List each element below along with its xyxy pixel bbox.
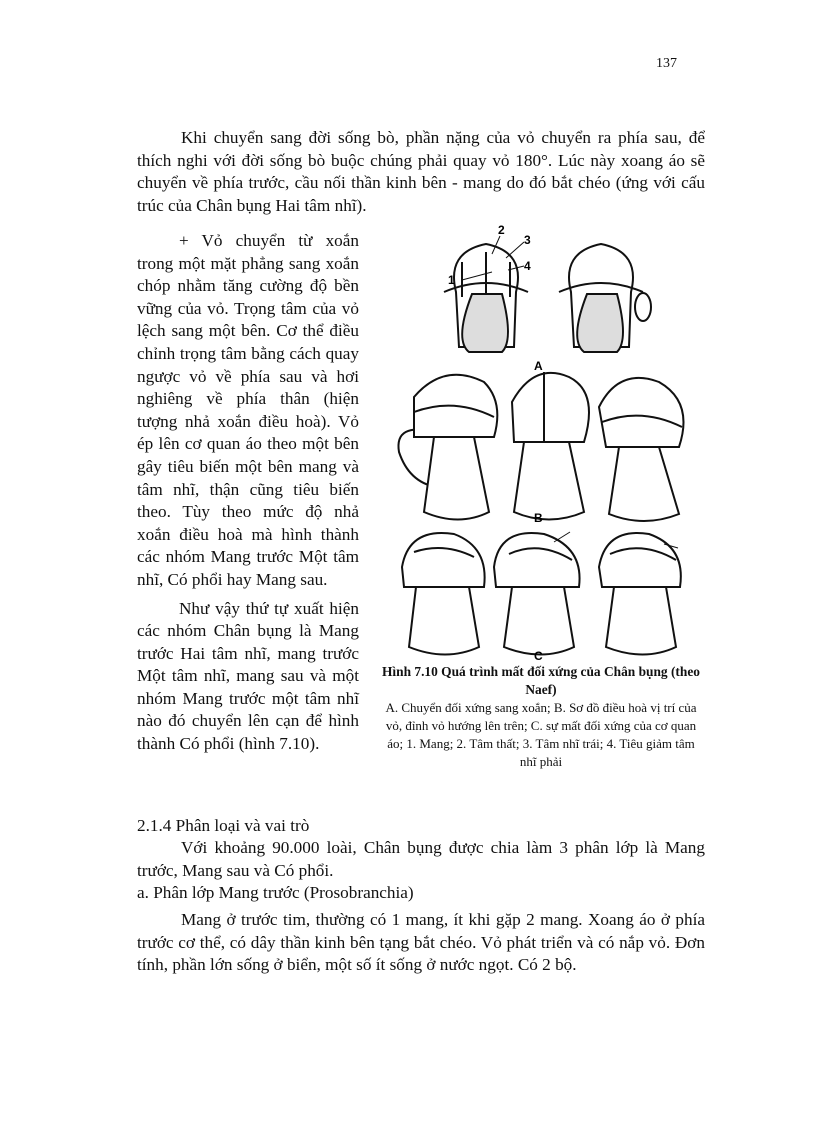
subclass-paragraph: Mang ở trước tim, thường có 1 mang, ít khi gặp 2 mang. Xoang áo ở phía trước cơ thể, có dây thần kinh bên tạng bắt chéo. Vỏ phát triển và có nắp vỏ. Đơn tính, phần lớn sống ở biển, một số ít sống ở nước ngọt. Có 2 bộ.	[137, 910, 705, 975]
row-label-a: A	[534, 359, 543, 373]
figure-illustration	[374, 222, 710, 662]
figure-gastropod-torsion	[374, 222, 710, 662]
snail-b3	[599, 378, 684, 521]
part-label-3: 3	[524, 233, 531, 247]
section-heading: 2.1.4 Phân loại và vai trò	[137, 816, 310, 835]
snail-c2	[494, 533, 580, 655]
row-label-c: C	[534, 649, 543, 662]
snail-b2	[512, 372, 589, 520]
row-label-b: B	[534, 511, 543, 525]
intro-paragraph: Khi chuyển sang đời sống bò, phần nặng của vỏ chuyển ra phía sau, để thích nghi với đời sống bò buộc chúng phải quay vỏ 180°. Lúc này xoang áo sẽ chuyển về phía trước, cầu nối thần kinh bên - mang do đó bắt chéo (ứng với cấu trúc của Chân bụng Hai tâm nhĩ).	[137, 128, 705, 215]
snail-a1	[444, 244, 528, 352]
figure-caption	[378, 663, 704, 771]
caption-title: Hình 7.10 Quá trình mất đối xứng của Chân bụng (theo Naef)	[382, 664, 700, 697]
snail-c3	[599, 533, 681, 655]
subclass-heading: a. Phân lớp Mang trước (Prosobranchia)	[137, 883, 414, 902]
text-column	[137, 230, 359, 762]
part-label-4: 4	[524, 259, 531, 273]
caption-text: A. Chuyển đối xứng sang xoắn; B. Sơ đồ điều hoà vị trí của vỏ, đỉnh vỏ hướng lên trên; C. sự mất đối xứng của cơ quan áo; 1. Mang; 2. Tâm thất; 3. Tâm nhĩ trái; 4. Tiêu giảm tâm nhĩ phải	[385, 700, 697, 769]
snail-b1	[398, 375, 497, 520]
classification-paragraph: Với khoảng 90.000 loài, Chân bụng được chia làm 3 phân lớp là Mang trước, Mang sau và Có phổi.	[137, 838, 705, 880]
part-label-1: 1	[448, 273, 455, 287]
column-paragraph-1: + Vỏ chuyển từ xoắn trong một mặt phẳng sang xoắn chóp nhằm tăng cường độ bền vững của vỏ. Trọng tâm của vỏ lệch sang một bên. Cơ thể điều chỉnh trọng tâm bằng cách quay ngược vỏ về phía sau và hơi nghiêng về phía thân (hiện tượng nhả xoắn điều hoà). Vỏ ép lên cơ quan áo theo một bên gây tiêu biến một bên mang và tâm nhĩ, thận cũng tiêu biến theo. Tùy theo mức độ nhả xoắn điều hoà mà hình thành các nhóm Mang trước Một tâm nhĩ, Có phổi hay Mang sau.	[137, 231, 359, 589]
page-number: 137	[656, 56, 677, 71]
part-label-2: 2	[498, 223, 505, 237]
column-paragraph-2: Như vậy thứ tự xuất hiện các nhóm Chân bụng là Mang trước Hai tâm nhĩ, mang trước Một tâm nhĩ, mang sau và một nhóm Mang trước một tâm nhĩ nào đó chuyển lên cạn để hình thành Có phổi (hình 7.10).	[137, 598, 359, 754]
snail-a2	[559, 244, 651, 352]
snail-c1	[402, 533, 485, 655]
